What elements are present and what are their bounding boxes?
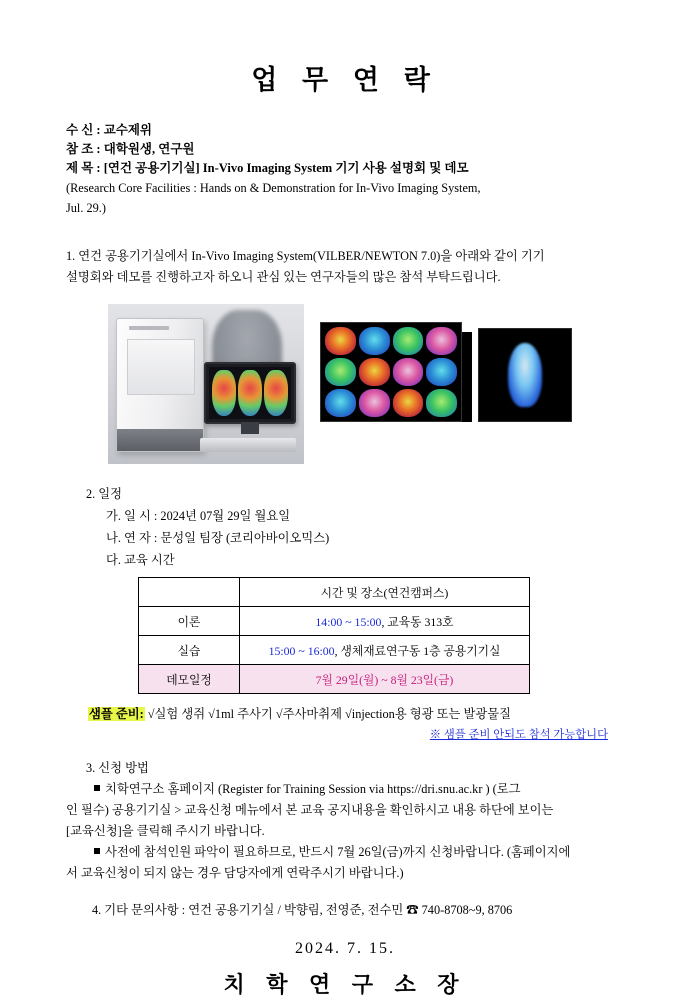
fluorescence-blob-grid [325, 327, 457, 417]
row-value-demo: 7월 29일(월) ~ 8월 23일(금) [240, 665, 530, 694]
subject-english-line-1: (Research Core Facilities : Hands on & Demonstration for In-Vivo Imaging System, [66, 181, 481, 195]
schedule-table [138, 577, 530, 694]
intro-paragraph [66, 246, 624, 288]
keyboard [200, 438, 296, 452]
fluorescence-blob [359, 389, 390, 417]
subject-english-line-2: Jul. 29.) [66, 201, 106, 215]
cc-label: 참 조 : [66, 142, 101, 156]
instrument-brand-mark [129, 326, 169, 330]
schedule-item-speaker: 나. 연 자 : 문성일 팀장 (코리아바이오믹스) [106, 531, 330, 545]
mouse-fluorescence-signal [508, 343, 542, 407]
recipient-value: 교수제위 [103, 123, 153, 137]
sample-preparation-line [88, 704, 624, 724]
in-vivo-imaging-system-photo [108, 304, 304, 464]
header-meta-block [66, 121, 624, 218]
fluorescence-blob [359, 327, 390, 355]
schedule-heading: 2. 일정 [86, 487, 123, 501]
table-row [139, 636, 530, 665]
fluorescence-blob [325, 327, 356, 355]
instrument-base [117, 429, 203, 451]
schedule-item-date: 가. 일 시 : 2024년 07월 29일 월요일 [106, 509, 291, 523]
screen-blob [212, 370, 236, 416]
theory-time: 14:00 ~ 15:00 [315, 614, 382, 629]
fluorescence-blob [426, 358, 457, 386]
intro-line-2: 설명회와 데모를 진행하고자 하오니 관심 있는 연구자들의 많은 참석 부탁드립니다. [66, 270, 501, 284]
apply-heading: 3. 신청 방법 [86, 761, 149, 775]
sample-prep-value: √실험 생쥐 √1ml 주사기 √주사마취제 √injection용 형광 또는 발광물질 [147, 707, 511, 721]
screen-blob [264, 370, 288, 416]
apply-bullet-1-line-2: 인 필수) 공용기기실 > 교육신청 메뉴에서 본 교육 공지내용을 확인하시고 내용 하단에 보이는 [66, 803, 554, 817]
sample-prep-note [66, 726, 608, 742]
contact-section: 4. 기타 문의사항 : 연건 공용기기실 / 박향림, 전영준, 전수민 ☎ 740-8708~9, 8706 [92, 903, 513, 917]
apply-bullet-1 [94, 779, 624, 800]
apply-bullet-2-line-1: 사전에 참석인원 파악이 필요하므로, 반드시 7월 26일(금)까지 신청바랍니다. (홈페이지에 [105, 845, 571, 859]
cc-value: 대학원생, 연구원 [103, 142, 195, 156]
recipient-label: 수 신 : [66, 123, 101, 137]
apply-bullet-2-line-2: 서 교육신청이 되지 않는 경우 담당자에게 연락주시기 바랍니다.) [66, 866, 404, 880]
table-row [139, 607, 530, 636]
meta-row-recipient [66, 121, 624, 140]
table-row-demo [139, 665, 530, 694]
fluorescence-blob [426, 389, 457, 417]
apply-section [66, 758, 624, 884]
document-signer: 치 학 연 구 소 장 [223, 972, 467, 997]
table-header-blank [139, 578, 240, 607]
row-label-theory: 이론 [139, 607, 240, 636]
apply-bullet-1-line-1: 치학연구소 홈페이지 (Register for Training Session via https://dri.snu.ac.kr ) (로그 [105, 782, 521, 796]
practice-place: , 생체재료연구동 1층 공용기기실 [334, 643, 501, 658]
table-header-time-place: 시간 및 장소(연건캠퍼스) [240, 578, 530, 607]
fluorescence-blob [325, 358, 356, 386]
row-value-theory [240, 607, 530, 636]
fluorescence-blob [393, 389, 424, 417]
monitor-stand [241, 422, 259, 434]
table-header-row [139, 578, 530, 607]
computer-monitor [204, 362, 296, 424]
single-mouse-fluorescence-image [478, 328, 572, 422]
schedule-section [66, 483, 624, 571]
sample-prep-note-text: ※ 샘플 준비 안되도 참석 가능합니다 [429, 729, 608, 741]
imaging-instrument [116, 318, 204, 452]
fluorescence-blob [359, 358, 390, 386]
square-bullet-icon [94, 848, 100, 854]
sample-prep-label: 샘플 준비: [89, 707, 144, 721]
schedule-item-training-time: 다. 교육 시간 [106, 553, 175, 567]
image-row [66, 304, 624, 469]
meta-row-cc [66, 140, 624, 159]
fluorescence-blob [393, 327, 424, 355]
fluorescence-blob [393, 358, 424, 386]
screen-blob [238, 370, 262, 416]
page-title: 업 무 연 락 [251, 65, 439, 95]
fluorescence-blob [426, 327, 457, 355]
meta-row-subject [66, 159, 624, 178]
row-label-demo: 데모일정 [139, 665, 240, 694]
apply-bullet-2 [94, 842, 624, 863]
subject-label: 제 목 : [66, 161, 101, 175]
multi-mouse-fluorescence-panel [320, 322, 462, 422]
row-value-practice [240, 636, 530, 665]
square-bullet-icon [94, 785, 100, 791]
row-label-practice: 실습 [139, 636, 240, 665]
monitor-screen [209, 367, 291, 419]
document-date: 2024. 7. 15. [295, 940, 395, 957]
intro-line-1: 1. 연건 공용기기실에서 In-Vivo Imaging System(VILBER/NEWTON 7.0)을 아래와 같이 기기 [66, 249, 545, 263]
apply-bullet-1-line-3: [교육신청]을 클릭해 주시기 바랍니다. [66, 824, 265, 838]
theory-place: , 교육동 313호 [381, 614, 454, 629]
practice-time: 15:00 ~ 16:00 [268, 643, 335, 658]
subject-value: [연건 공용기기실] In-Vivo Imaging System 기기 사용 설명회 및 데모 [103, 161, 469, 175]
fluorescence-blob [325, 389, 356, 417]
